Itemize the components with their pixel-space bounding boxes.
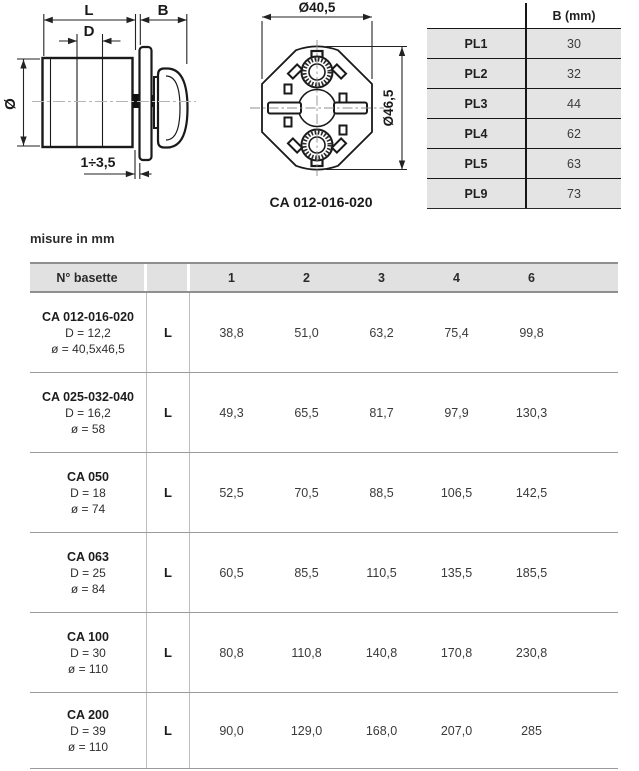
values-cell xyxy=(190,373,618,452)
pl-value: 73 xyxy=(567,186,581,201)
square-hole xyxy=(285,85,292,94)
value: 135,5 xyxy=(440,565,473,580)
values-cell xyxy=(190,693,618,768)
switch-body xyxy=(43,58,133,147)
value: 85,5 xyxy=(294,565,319,580)
pl-label: PL2 xyxy=(427,59,527,88)
value: 207,0 xyxy=(440,723,473,738)
table-row xyxy=(427,118,621,148)
dim-diameter-label: Ø xyxy=(2,98,19,110)
value: 140,8 xyxy=(365,645,398,660)
model-d: D = 39 xyxy=(70,723,106,738)
l-cell: L xyxy=(147,453,190,532)
table-row xyxy=(30,373,618,453)
model-d: D = 18 xyxy=(70,485,106,500)
values-cell xyxy=(190,453,618,532)
value: 90,0 xyxy=(219,723,244,738)
table-row xyxy=(30,613,618,693)
header-col: 2 xyxy=(303,270,310,285)
value: 97,9 xyxy=(444,405,469,420)
dim-b-label: B xyxy=(157,2,169,19)
values-cell xyxy=(190,613,618,692)
pl-label: PL4 xyxy=(427,119,527,148)
model-dia: ø = 110 xyxy=(67,661,109,676)
value: 63,2 xyxy=(369,325,394,340)
value: 49,3 xyxy=(219,405,244,420)
value: 130,3 xyxy=(515,405,548,420)
model-dia: ø = 110 xyxy=(67,739,109,754)
pl-value: 62 xyxy=(567,126,581,141)
header-l-cell xyxy=(147,264,187,291)
model-dia: ø = 58 xyxy=(70,421,106,436)
pl-label: PL1 xyxy=(427,29,527,58)
pl-dimension-table xyxy=(427,3,621,209)
main-table-header xyxy=(30,262,618,293)
l-cell: L xyxy=(147,693,190,768)
value: 65,5 xyxy=(294,405,319,420)
pl-label: PL3 xyxy=(427,89,527,118)
basette-cell xyxy=(30,453,147,532)
dim-d-label: D xyxy=(83,23,95,40)
model-name: CA 100 xyxy=(67,629,109,644)
value: 142,5 xyxy=(515,485,548,500)
table-row xyxy=(427,178,621,209)
model-name: CA 050 xyxy=(67,469,109,484)
pl-value: 32 xyxy=(567,66,581,81)
pl-header-empty-cell xyxy=(427,3,527,28)
value: 81,7 xyxy=(369,405,394,420)
dim-width-label: Ø40,5 xyxy=(298,0,336,15)
value: 168,0 xyxy=(365,723,398,738)
table-row xyxy=(30,453,618,533)
values-cell xyxy=(190,293,618,372)
value: 110,8 xyxy=(291,645,322,660)
pl-value: 44 xyxy=(567,96,581,111)
value: 110,5 xyxy=(366,565,397,580)
pl-header-b-mm: B (mm) xyxy=(552,8,596,23)
pl-label: PL5 xyxy=(427,149,527,178)
mounting-flange xyxy=(140,47,152,160)
header-col: 1 xyxy=(228,270,235,285)
value: 51,0 xyxy=(294,325,319,340)
basette-cell xyxy=(30,533,147,612)
header-basette: N° basette xyxy=(56,270,118,285)
pl-label: PL9 xyxy=(427,179,527,208)
square-hole xyxy=(285,118,292,127)
basette-cell xyxy=(30,373,147,452)
l-cell: L xyxy=(147,533,190,612)
value: 80,8 xyxy=(219,645,244,660)
model-dia: ø = 40,5x46,5 xyxy=(51,341,125,356)
square-hole xyxy=(340,94,347,103)
basette-cell xyxy=(30,293,147,372)
header-value-columns xyxy=(190,264,618,291)
value: 170,8 xyxy=(440,645,473,660)
side-view-shapes xyxy=(43,47,188,160)
model-dia: ø = 74 xyxy=(70,501,106,516)
model-name: CA 200 xyxy=(67,707,109,722)
l-cell: L xyxy=(147,613,190,692)
table-row xyxy=(30,693,618,769)
pl-value: 30 xyxy=(567,36,581,51)
model-d: D = 30 xyxy=(70,645,106,660)
table-row xyxy=(30,533,618,613)
table-row xyxy=(427,88,621,118)
value: 230,8 xyxy=(515,645,548,660)
main-dimension-table xyxy=(30,262,618,769)
knob xyxy=(158,69,188,148)
header-col: 4 xyxy=(453,270,460,285)
basette-cell xyxy=(30,613,147,692)
table-row xyxy=(427,28,621,58)
model-d: D = 25 xyxy=(70,565,106,580)
dim-l-label: L xyxy=(84,2,94,19)
values-cell xyxy=(190,533,618,612)
table-row xyxy=(427,58,621,88)
pl-table-header xyxy=(427,3,621,28)
model-d: D = 16,2 xyxy=(65,405,111,420)
l-cell: L xyxy=(147,293,190,372)
value: 38,8 xyxy=(219,325,244,340)
header-col: 3 xyxy=(378,270,385,285)
value: 70,5 xyxy=(294,485,319,500)
dim-gap-label: 1÷3,5 xyxy=(80,154,116,170)
value: 99,8 xyxy=(519,325,544,340)
model-dia: ø = 84 xyxy=(70,581,106,596)
value: 60,5 xyxy=(219,565,244,580)
model-name: CA 063 xyxy=(67,549,109,564)
l-cell: L xyxy=(147,373,190,452)
table-row xyxy=(427,148,621,178)
value: 106,5 xyxy=(440,485,473,500)
square-hole xyxy=(340,126,347,135)
drawing-caption: CA 012-016-020 xyxy=(269,194,373,210)
model-d: D = 12,2 xyxy=(65,325,111,340)
value: 52,5 xyxy=(219,485,244,500)
value: 185,5 xyxy=(515,565,548,580)
header-col: 6 xyxy=(528,270,535,285)
value: 129,0 xyxy=(290,723,323,738)
units-note: misure in mm xyxy=(30,231,115,246)
dim-height-label: Ø46,5 xyxy=(381,89,396,127)
side-view-drawing xyxy=(0,0,212,190)
pl-value: 63 xyxy=(567,156,581,171)
front-view-drawing xyxy=(230,0,415,185)
model-name: CA 012-016-020 xyxy=(42,309,134,324)
value: 285 xyxy=(521,723,542,738)
table-row xyxy=(30,293,618,373)
value: 88,5 xyxy=(369,485,394,500)
value: 75,4 xyxy=(444,325,469,340)
model-name: CA 025-032-040 xyxy=(42,389,134,404)
basette-cell xyxy=(30,693,147,768)
